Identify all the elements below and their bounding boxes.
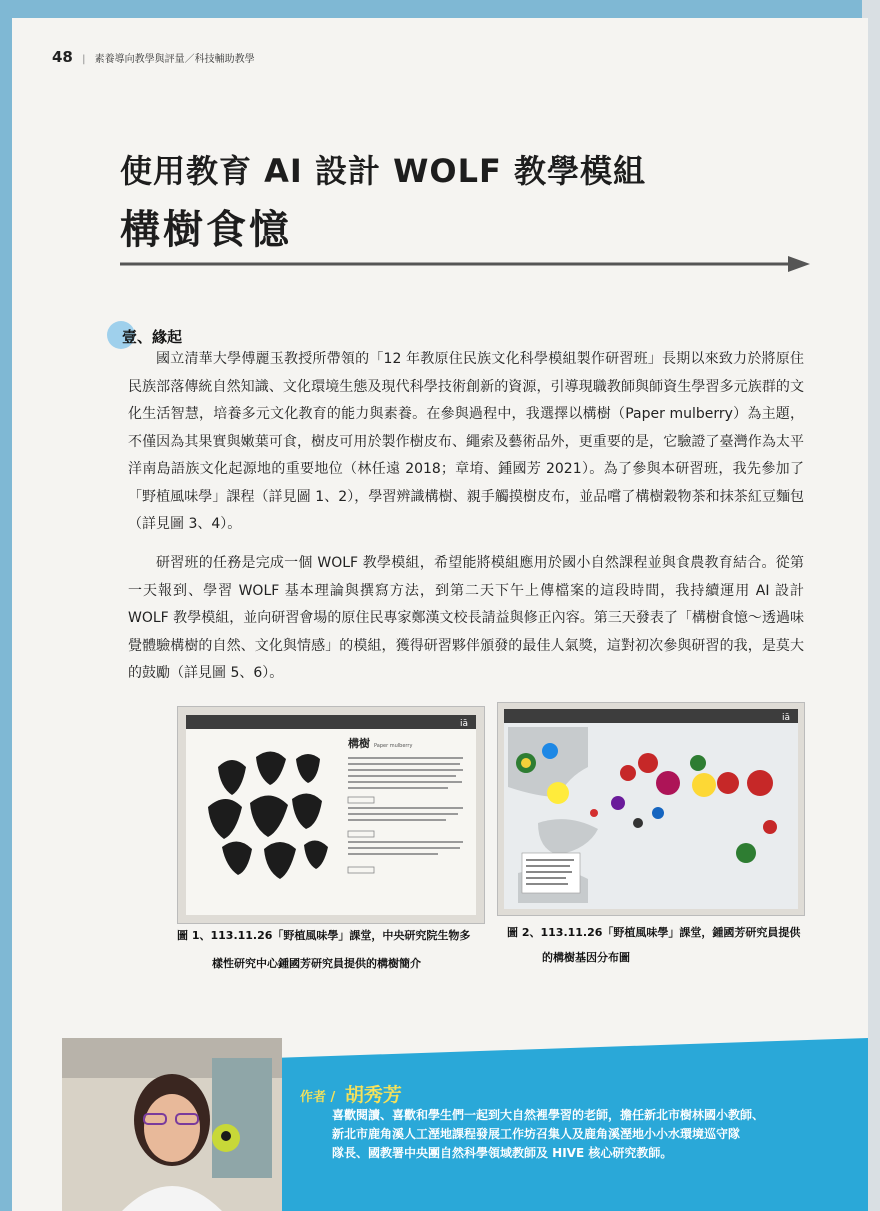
figure-2-caption-line1: 圖 2、113.11.26「野植風味學」課堂，鍾國芳研究員提供 [507, 926, 801, 939]
author-bio [332, 1106, 832, 1163]
title-arrow-icon [120, 252, 810, 276]
author-bio-line-1: 喜歡閱讀、喜歡和學生們一起到大自然裡學習的老師，擔任新北市樹林國小教師、 [332, 1108, 765, 1122]
paragraph-1: 國立清華大學傅麗玉教授所帶領的「12 年教原住民族文化科學模組製作研習班」長期以來致力於將原住民族部落傳統自然知識、文化環境生態及現代科學技術創新的資源，引導現職教師與師資生學習多元族群的文化生活智慧，培養多元文化教育的能力與素養。在參與過程中，我選擇以構樹（Paper mulberry）為主題，不僅因為其果實與嫩葉可食，樹皮可用於製作樹皮布、繩索及藝術品外，更重要的是，它驗證了臺灣作為太平洋南島語族文化起源地的重要地位（林任遠 2018；章堉、鍾國芳 2021）。為了參與本研習班，我先參加了「野植風味學」課程（詳見圖 1、2），學習辨識構樹、親手觸摸樹皮布，並品嚐了構樹穀物茶和抹茶紅豆麵包（詳見圖 3、4）。 [128, 351, 804, 532]
section-heading: 壹、緣起 [122, 328, 183, 346]
page-number: 48 [52, 48, 73, 66]
figure-2-photo [497, 702, 805, 916]
article-title-line1: 使用教育 AI 設計 WOLF 教學模組 [120, 152, 646, 190]
fig1-slide-subtitle: Paper mulberry [374, 743, 413, 749]
fig2-logo: iā [781, 713, 790, 723]
paragraph-2: 研習班的任務是完成一個 WOLF 教學模組，希望能將模組應用於國小自然課程並與食農教育結合。從第一天報到、學習 WOLF 基本理論與撰寫方法，到第二天下午上傳檔案的這段時間，我持續運用 AI 設計 WOLF 教學模組，並向研習會場的原住民專家鄭漢文校長請益與修正內容。第三天發表了「構樹食憶～透過味覺體驗構樹的自然、文化與情感」的模組，獲得研習夥伴頒發的最佳人氣獎，這對初次參與研習的我，是莫大的鼓勵（詳見圖 5、6）。 [128, 555, 804, 681]
section-label: 素養導向教學與評量／科技輔助教學 [94, 54, 255, 65]
fig1-logo: iā [459, 719, 468, 729]
article-title-line2: 構樹食憶 [120, 207, 292, 253]
header-separator: | [82, 54, 86, 65]
author-prefix: 作者 / [300, 1090, 336, 1105]
figure-2-caption-line2: 的構樹基因分布圖 [542, 951, 630, 964]
leaf-specimens-icon [208, 751, 328, 879]
author-bio-line-3: 隊長、國教署中央團自然科學領域教師及 HIVE 核心研究教師。 [332, 1146, 673, 1160]
magazine-page [12, 18, 868, 1211]
figure-1-caption-line2: 樣性研究中心鍾國芳研究員提供的構樹簡介 [212, 957, 421, 970]
author-label [300, 1080, 402, 1107]
author-bio-line-2: 新北市鹿角溪人工溼地課程發展工作坊召集人及鹿角溪溼地小小水環境巡守隊 [332, 1127, 741, 1141]
figure-1-photo [177, 706, 485, 924]
fig1-slide-title: 構樹 [348, 737, 370, 750]
figure-1-caption-line1: 圖 1、113.11.26「野植風味學」課堂，中央研究院生物多 [177, 929, 471, 942]
author-name: 胡秀芳 [344, 1084, 402, 1106]
running-header [52, 48, 255, 66]
